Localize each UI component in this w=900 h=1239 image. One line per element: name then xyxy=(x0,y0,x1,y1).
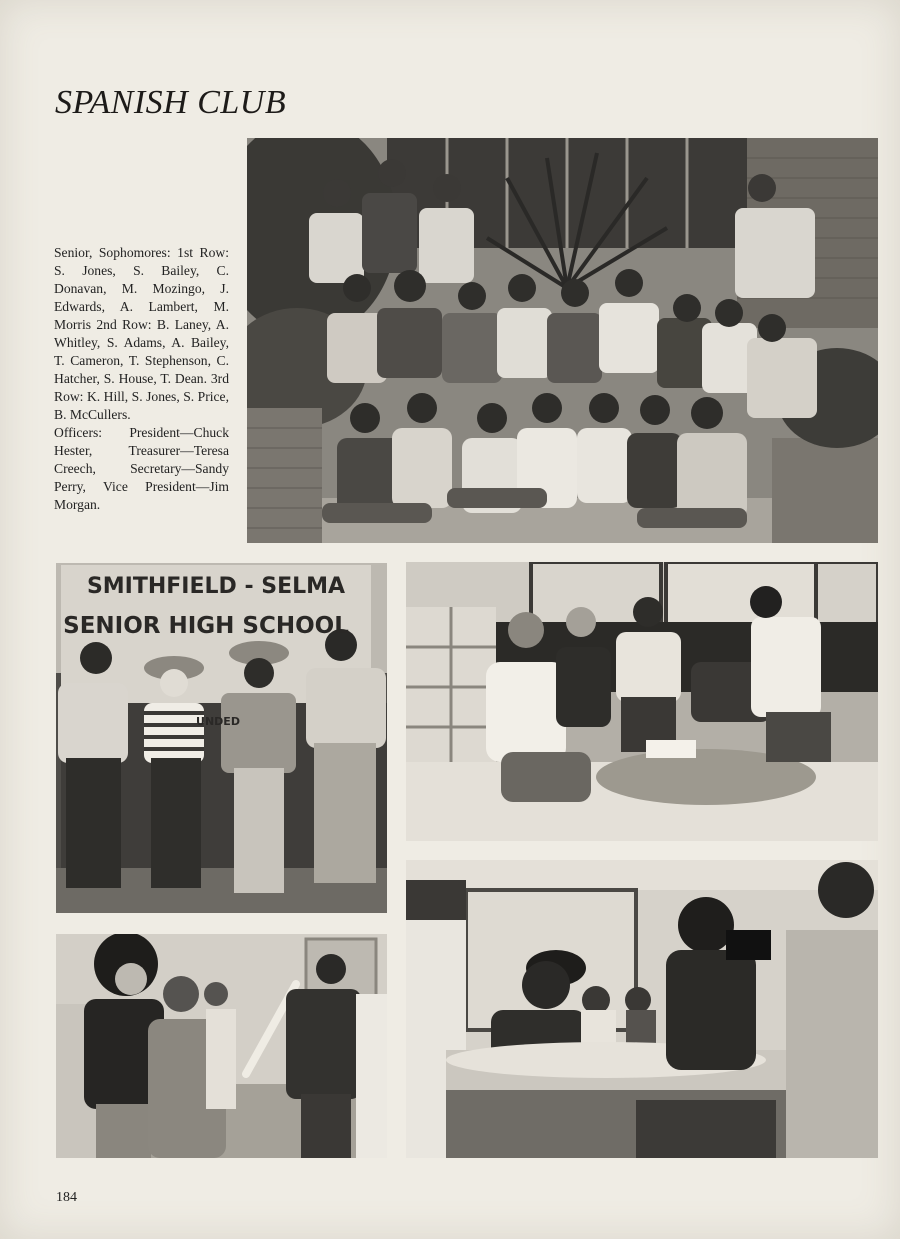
page-title: SPANISH CLUB xyxy=(55,84,287,121)
caption-roster: Senior, Sophomores: 1st Row: S. Jones, S. Bailey, C. Donavan, M. Mozingo, J. Edwards, A. Lambert, M. Morris 2nd Row: B. Laney, A. Whitley, S. Adams, A. Bailey, T. Cameron, T. Stephenson, C. Hatcher, S. House, T. Dean. 3rd Row: K. Hill, S. Jones, S. Price, B. McCullers. xyxy=(54,245,229,422)
group-photo xyxy=(247,138,878,543)
dining-photo xyxy=(406,860,878,1158)
caption-officers: Officers: President—Chuck Hester, Treasurer—Teresa Creech, Secretary—Sandy Perry, Vice President—Jim Morgan. xyxy=(54,425,229,512)
pinata-making-photo xyxy=(406,562,878,841)
sign-line-1: SMITHFIELD - SELMA xyxy=(86,574,346,599)
sign-line-2: SENIOR HIGH SCHOOL xyxy=(63,613,349,639)
page-number: 184 xyxy=(56,1190,77,1205)
sign-line-3: UNDED xyxy=(196,715,240,728)
school-sign-photo xyxy=(56,563,387,913)
party-photo xyxy=(56,934,387,1158)
group-photo-caption xyxy=(54,244,229,514)
